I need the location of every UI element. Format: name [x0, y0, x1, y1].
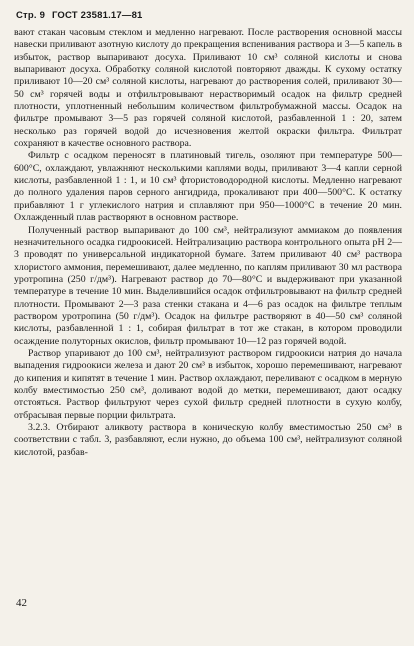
paragraph-evaporation: Раствор упаривают до 100 см³, нейтрализуют раствором гидроокиси натрия до начала выпадения гидроокиси железа и дают 20 см³ в избыток, хорошо перемешивают, нагревают до кипения и кипятят в течение 1 мин. Раствор охлаждают, переливают с осадком в мерную колбу вместимостью 250 см³, доливают водой до метки, перемешивают, дают осадку отстояться. Раствор фильтруют через сухой фильтр средней плотности в сухую колбу, отбрасывая первые порции фильтрата. [14, 347, 402, 421]
page-number: 42 [16, 597, 27, 609]
paragraph-filter-ashing: Фильтр с осадком переносят в платиновый тигель, озоляют при температуре 500—600°С, охлаждают, увлажняют несколькими каплями воды, приливают 3—4 капли серной кислоты, разбавленной 1 : 1, и 10 см³ фтористоводородной кислоты. Медленно нагревают до полного удаления паров серного ангидрида, прокаливают при 400—500°С. К остатку прибавляют 1 г углекислого натрия и сплавляют при 950—1000°С в течение 20 мин. Охлажденный плав растворяют в основном растворе. [14, 150, 402, 224]
paragraph-continuation: вают стакан часовым стеклом и медленно нагревают. После растворения основной массы навески приливают азотную кислоту до прекращения вспенивания раствора и 3—5 капель в избыток, раствор выпаривают досуха. Приливают 10 см³ соляной кислоты и снова выпаривают досуха. Обработку соляной кислотой повторяют дважды. К сухому остатку приливают 10—20 см³ соляной кислоты, нагревают до растворения солей, приливают 30—50 см³ горячей воды и отфильтровывают нерастворимый осадок на фильтр средней плотности, уплотненный небольшим количеством фильтробумажной массы. Осадок на фильтре промывают 3—5 раз горячей соляной кислотой, разбавленной 1 : 20, затем несколько раз горячей водой до исчезновения желтой окраски фильтра. Фильтрат сохраняют в качестве основного раствора. [14, 27, 402, 150]
header-standard-code: ГОСТ 23581.17—81 [51, 10, 143, 21]
header-page-label: Стр. 9 [16, 10, 46, 21]
page-header [16, 10, 402, 21]
body-text [14, 27, 402, 459]
document-page [14, 10, 402, 459]
paragraph-neutralization: Полученный раствор выпаривают до 100 см³, нейтрализуют аммиаком до появления незначительного осадка гидроокисей. Нейтрализацию раствора контрольного опыта pH 2—3 проводят по универсальной индикаторной бумаге. Затем приливают 40 см³ раствора хлористого аммония, перемешивают, далее медленно, по каплям приливают 30 мл раствора уротропина (250 г/дм³). Нагревают раствор до 70—80°С и выдерживают при указанной температуре в течение 10 мин. Выделившийся осадок отфильтровывают на фильтр средней плотности. Промывают 2—3 раза стенки стакана и 4—6 раз осадок на фильтре теплым раствором уротропина (50 г/дм³). Осадок на фильтре растворяют в 40—50 см³ соляной кислоты, разбавленной 1 : 1, собирая фильтрат в тот же стакан, в котором проводили осаждение полуторных окислов, фильтр промывают 10—12 раз горячей водой. [14, 224, 402, 347]
paragraph-section-3-2-3: 3.2.3. Отбирают аликвоту раствора в коническую колбу вместимостью 250 см³ в соответствии с табл. 3, разбавляют, если нужно, до объема 100 см³, нейтрализуют соляной кислотой, разбав- [14, 422, 402, 458]
